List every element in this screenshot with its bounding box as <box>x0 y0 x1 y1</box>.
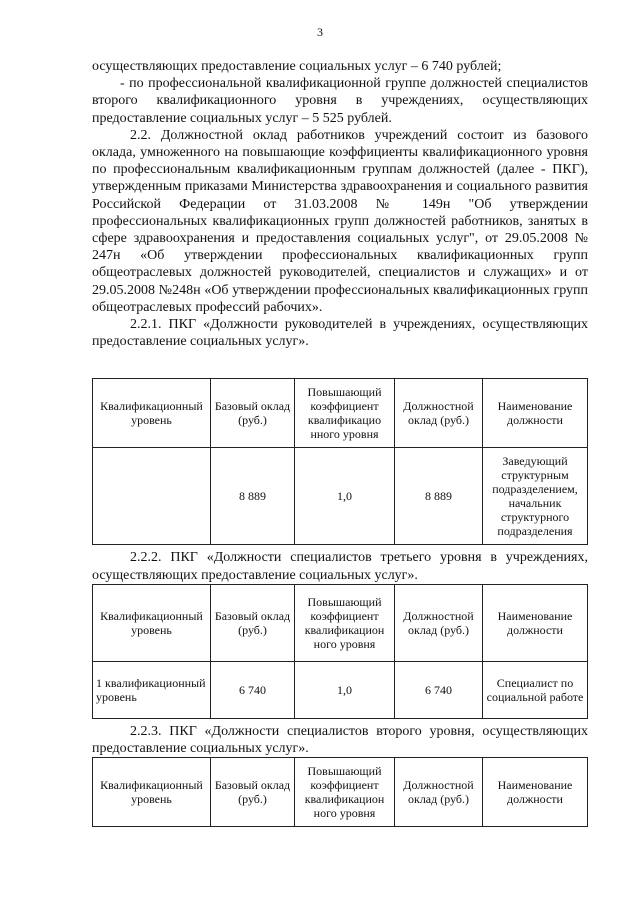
document-body <box>92 58 588 827</box>
table-header-row <box>93 584 588 661</box>
cell-qual-level: 1 квалификационный уровень <box>93 661 211 718</box>
table-second-level-specialists <box>92 757 588 827</box>
header-qual-level: Квалификационный уровень <box>93 584 211 661</box>
header-position-salary: Должностной оклад (руб.) <box>395 758 483 827</box>
table-header-row <box>93 758 588 827</box>
header-base-salary: Базовый оклад (руб.) <box>211 379 295 448</box>
header-coefficient: Повышающий коэффициент квалификацион ного уровня <box>295 758 395 827</box>
header-coefficient: Повышающий коэффициент квалификацио нного уровня <box>295 379 395 448</box>
paragraph-salary-tail: осуществляющих предоставление социальных услуг – 6 740 рублей; <box>92 59 502 74</box>
header-position-salary: Должностной оклад (руб.) <box>395 379 483 448</box>
table-third-level-specialists <box>92 584 588 719</box>
section-2-2-2: 2.2.2. ПКГ «Должности специалистов третьего уровня в учреждениях, осуществляющих предоставление социальных услуг». <box>92 550 588 583</box>
cell-qual-level <box>93 448 211 545</box>
paragraph-second-level-salary: - по профессиональной квалификационной группе должностей специалистов второго квалификационного уровня в учреждениях, осуществляющих предоставление социальных услуг – 5 525 рублей. <box>92 76 588 126</box>
cell-position-salary: 6 740 <box>395 661 483 718</box>
header-qual-level: Квалификационный уровень <box>93 379 211 448</box>
cell-coefficient: 1,0 <box>295 661 395 718</box>
table-row <box>93 661 588 718</box>
cell-coefficient: 1,0 <box>295 448 395 545</box>
cell-position-name: Заведующий структурным подразделением, начальник структурного подразделения <box>483 448 588 545</box>
table-header-row <box>93 379 588 448</box>
header-position-name: Наименование должности <box>483 758 588 827</box>
cell-position-salary: 8 889 <box>395 448 483 545</box>
section-2-2-3: 2.2.3. ПКГ «Должности специалистов второго уровня, осуществляющих предоставление социальных услуг». <box>92 723 588 757</box>
header-position-name: Наименование должности <box>483 379 588 448</box>
cell-position-name: Специалист по социальной работе <box>483 661 588 718</box>
table-managers <box>92 378 588 545</box>
header-coefficient: Повышающий коэффициент квалификацион ного уровня <box>295 584 395 661</box>
paragraph-2-2: 2.2. Должностной оклад работников учреждений состоит из базового оклада, умноженного на повышающие коэффициенты квалификационного уровня по профессиональным квалификационным группам должностей (далее - ПКГ), утвержденным приказами Министерства здравоохранения и социального развития Российской Федерации от 31.03.2008 № 149н "Об утверждении профессиональных квалификационных групп должностей работников, занятых в сфере здравоохранения и предоставления социальных услуг", от 29.05.2008 № 247н «Об утверждении профессиональных квалификационных групп общеотраслевых должностей руководителей, специалистов и служащих» и от 29.05.2008 №248н «Об утверждении профессиональных квалификационных групп общеотраслевых профессий рабочих». <box>92 127 588 315</box>
header-base-salary: Базовый оклад (руб.) <box>211 758 295 827</box>
header-qual-level: Квалификационный уровень <box>93 758 211 827</box>
section-2-2-1: 2.2.1. ПКГ «Должности руководителей в учреждениях, осуществляющих предоставление социальных услуг». <box>92 317 588 350</box>
cell-base-salary: 6 740 <box>211 661 295 718</box>
page-number: 3 <box>317 25 323 39</box>
header-position-name: Наименование должности <box>483 584 588 661</box>
cell-base-salary: 8 889 <box>211 448 295 545</box>
header-position-salary: Должностной оклад (руб.) <box>395 584 483 661</box>
header-base-salary: Базовый оклад (руб.) <box>211 584 295 661</box>
table-row <box>93 448 588 545</box>
